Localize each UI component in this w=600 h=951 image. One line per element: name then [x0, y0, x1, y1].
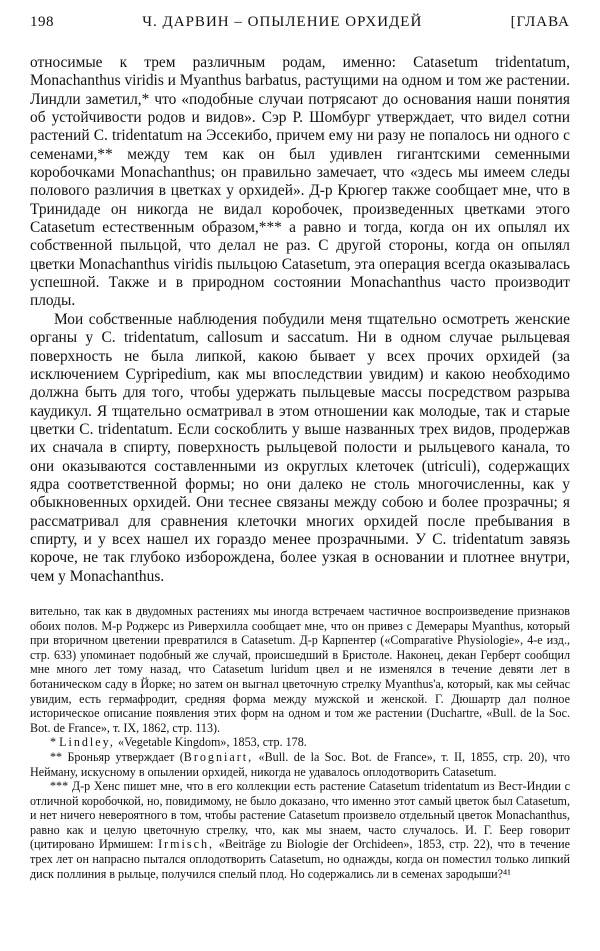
footnote-2-author: Brogniart,: [183, 749, 254, 764]
footnotes: [30, 604, 570, 881]
footnote-1-author: Lindley,: [59, 735, 115, 750]
footnote-3-marker: ***: [50, 779, 69, 794]
footnote-3: [30, 779, 570, 881]
main-text: [30, 54, 570, 586]
footnote-3-author: Irmisch,: [158, 837, 215, 852]
footnote-3-rest: «Beiträge zu Biologie der Orchideen», 1853, стр. 22), что в течение трех лет он напрасно пытался оплодотворить Catasetum, но однажды, когда он поместил только липкий диск поллиния в рыльце, получился спелый плод. Но содержались ли в семенах зародыши?⁴¹: [30, 837, 570, 881]
footnote-2-marker: **: [50, 749, 63, 764]
book-page: [30, 14, 570, 881]
running-title: Ч. ДАРВИН – ОПЫЛЕНИЕ ОРХИДЕЙ: [142, 14, 423, 30]
footnote-1-text: «Vegetable Kingdom», 1853, стр. 178.: [117, 735, 307, 750]
footnote-2-text: «Bull. de la Soc. Bot. de France», т. II, 1855, стр. 20), что Нейману, искусному в опылении орхидей, никогда не удавалось оплодотворить Catasetum.: [30, 749, 570, 779]
paragraph-1: относимые к трем различным родам, именно: Catasetum tridentatum, Monachanthus viridis и Myanthus barbatus, растущими на одном и том же растении. Линдли заметил,* что «подобные случаи потрясают до основания наши понятия об устойчивости родов и видов». Сэр Р. Шомбург утверждает, что видел сотни растений C. tridentatum на Эссекибо, причем ему ни разу не попалось ни одного с семенами,** между тем как он был удивлен гигантскими семенными коробочками Monachanthus; он правильно замечает, что «здесь мы имеем следы полового различия в цветках у орхидей». Д-р Крюгер также сообщает мне, что в Тринидаде он никогда не видал коробочек, произведенных цветками этого Catasetum естественным образом,*** а равно и тогда, когда он их опылял их собственной пыльцой, что делал не раз. С другой стороны, когда он опылял цветки Monachanthus viridis пыльцою Catasetum, эта операция всегда оказывалась успешной. Также и в природном состоянии Monachanthus часто производит плоды.: [30, 54, 570, 310]
footnote-continuation: вительно, так как в двудомных растениях мы иногда встречаем частичное воспроизведение признаков обоих полов. М-р Роджерс из Риверхилла сообщает мне, что он привез с Демерары Myanthus, который при вторичном цветении превратился в Catasetum. Д-р Карпентер («Comparative Physiologie», 4-е изд., стр. 633) упоминает подобный же случай, происшедший в Бристоле. Наконец, декан Герберт сообщил мне много лет тому назад, что Catasetum luridum цвел и не изменялся в течение девяти лет в ботаническом саду в Йорке; но затем он выгнал цветочную стрелку Myanthus'а, который, как мы сейчас увидим, есть гермафродит, средняя форма между мужской и женской. Г. Дюшартр дал полное историческое описание появления этих форм на одном и том же растении (Duchartre, «Bull. de la Soc. Bot. de France», т. IX, 1862, стр. 113).: [30, 603, 570, 735]
page-number: 198: [30, 14, 54, 30]
paragraph-2: Мои собственные наблюдения побудили меня тщательно осмотреть женские органы у C. tridentatum, callosum и saccatum. Ни в одном случае рыльцевая поверхность не была липкой, какою бывает у всех прочих орхидей (за исключением Cypripedium, как мы впоследствии увидим) и какою необходимо должна быть для того, чтобы удержать пыльцевые массы посредством разрыва каудикул. Я тщательно осматривал в этом отношении как молодые, так и старые цветки C. tridentatum. Если соскоблить у выше названных трех видов, продержав их сначала в спирту, поверхность рыльцевой полости и рыльцевого канала, то они оказываются составленными из округлых клеточек (utriculi), содержащих ядра соответственной формы; но они далеко не столь многочисленны, как у обыкновенных орхидей. Они теснее связаны между собою и более прозрачны; я рассматривал для сравнения клеточки многих орхидей после пребывания в спирту, и у всех нашел их гораздо менее прозрачными. У C. tridentatum завязь короче, не так глубоко изборождена, более узкая в основании и плотнее внутри, чем у Monachanthus.: [30, 310, 570, 585]
running-head: [30, 14, 570, 40]
footnote-2-prefix: Броньяр утверждает (: [67, 749, 184, 764]
footnote-3-text: Д-р Хенс пишет мне, что в его коллекции есть растение Catasetum tridentatum из Вест-Индии с отличной коробочкой, но, повидимому, не было доказано, что именно этот самый цветок был Catasetum, и нет ничего невероятного в том, чтобы растение Catasetum произвело отдельный цветок Monachanthus, равно как и целую цветочную стрелку, что, как мы знаем, часто случалось. И. Г. Беер говорит (цитировано Ирмишем:: [30, 779, 570, 852]
chapter-label: [ГЛАВА: [510, 14, 570, 30]
footnote-1: [30, 735, 570, 750]
footnote-2: [30, 750, 570, 779]
footnote-1-marker: *: [50, 735, 57, 750]
